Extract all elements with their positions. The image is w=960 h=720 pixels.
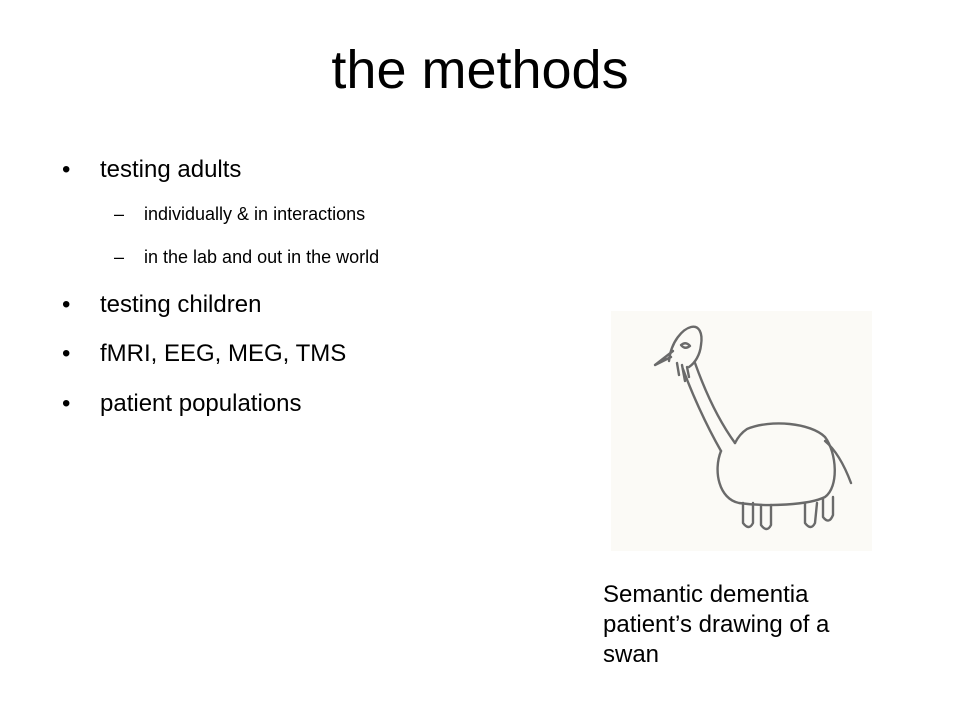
bullet-text: patient populations — [100, 390, 302, 417]
sub-bullet-individually — [114, 202, 365, 226]
bullet-marker: • — [62, 291, 71, 318]
bullet-patient-populations — [62, 389, 302, 419]
caption-line: swan — [603, 641, 660, 668]
bullet-testing-adults — [62, 155, 241, 185]
bullet-marker: • — [62, 340, 71, 367]
sub-bullet-text: individually & in interactions — [144, 204, 366, 224]
sub-bullet-marker: – — [114, 247, 125, 267]
sub-bullet-lab-world — [114, 245, 379, 269]
sub-bullet-marker: – — [114, 204, 125, 224]
sub-bullet-text: in the lab and out in the world — [144, 247, 380, 267]
bullet-marker: • — [62, 390, 71, 417]
bullet-text: testing children — [100, 291, 262, 318]
slide-title: the methods — [331, 40, 629, 100]
swan-drawing-icon — [611, 311, 872, 551]
caption-line: patient’s drawing of a — [603, 611, 830, 638]
bullet-imaging-methods — [62, 339, 346, 369]
figure-caption — [603, 580, 923, 670]
bullet-testing-children — [62, 290, 261, 320]
bullet-text: testing adults — [100, 156, 242, 183]
swan-drawing-image — [611, 311, 872, 551]
caption-line: Semantic dementia — [603, 581, 809, 608]
bullet-text: fMRI, EEG, MEG, TMS — [100, 340, 347, 367]
bullet-marker: • — [62, 156, 71, 183]
